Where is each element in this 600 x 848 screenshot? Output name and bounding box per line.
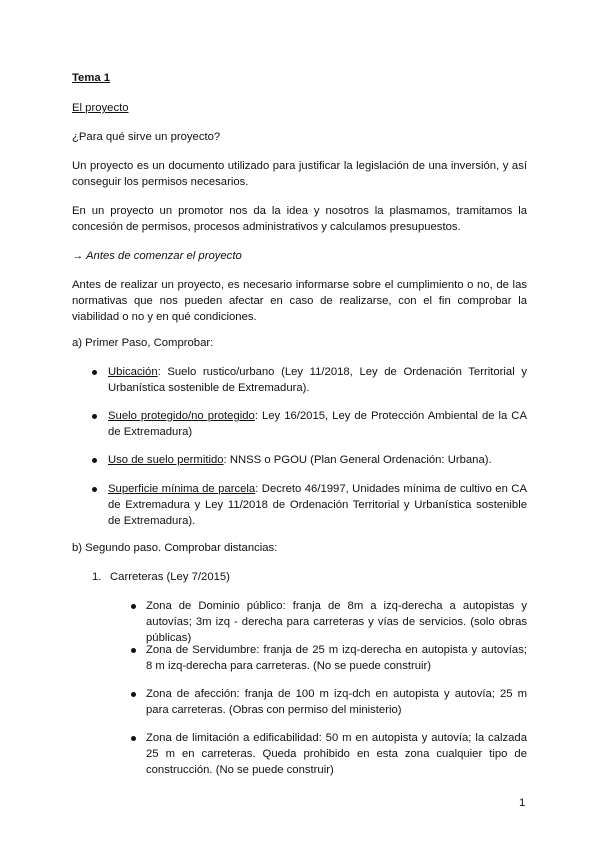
list-item [108,408,527,440]
bullet-icon [131,736,136,741]
list-item-term: Suelo protegido/no protegido [108,410,255,422]
list-item [108,481,527,529]
bullet-icon [92,370,97,375]
step-a: a) Primer Paso, Comprobar: [72,337,214,349]
arrow-heading: → Antes de comenzar el proyecto [72,250,242,262]
bullet-icon [92,458,97,463]
bullet-icon [131,648,136,653]
list-item [108,364,527,396]
numbered-item: Carreteras (Ley 7/2015) [110,571,230,583]
list-number: 1. [92,571,102,583]
list-item-term: Superficie mínima de parcela [108,483,256,495]
document-title: Tema 1 [72,72,111,84]
paragraph-2: En un proyecto un promotor nos da la idea y nosotros la plasmamos, tramitamos la concesión de permisos, procesos administrativos y calculamos presupuestos. [72,205,527,233]
list-item-term: Ubicación [108,366,158,378]
question: ¿Para qué sirve un proyecto? [72,131,221,143]
sub-list-item: Zona de Servidumbre: franja de 25 m izq-derecha en autopista y autovías; 8 m izq-derecha para carreteras. (No se puede construir) [146,644,527,672]
list-item-text: : Ley 16/2015, Ley de Protección Ambiental de la CA de Extremadura) [108,410,528,438]
sub-list-item: Zona de afección: franja de 100 m izq-dch en autopista y autovía; 25 m para carreteras. (Obras con permiso del ministerio) [146,688,527,716]
sub-list-item: Zona de limitación a edificabilidad: 50 m en autopista y autovía; la calzada 25 m en carreteras. Queda prohibido en esta zona cualquier tipo de construcción. (No se puede construir) [146,732,527,776]
bullet-icon [92,487,97,492]
bullet-icon [131,604,136,609]
list-item-term: Uso de suelo permitido [108,454,224,466]
list-item-text: : NNSS o PGOU (Plan General Ordenación: Urbana). [223,454,492,466]
section-heading: El proyecto [72,102,129,114]
list-item-text: : Suelo rustico/urbano (Ley 11/2018, Ley de Ordenación Territorial y Urbanística sostenible de Extremadura). [108,366,527,394]
list-item [108,452,527,468]
bullet-icon [131,692,136,697]
sub-list-item: Zona de Dominio público: franja de 8m a izq-derecha a autopistas y autovías; 3m izq - derecha para carreteras y vías de servicios. (solo obras públicas) [146,600,527,644]
list-item-text: : Decreto 46/1997, Unidades mínima de cultivo en CA de Extremadura y Ley 11/2018 de Ordenación Territorial y Urbanística sostenible de Extremadura). [108,483,527,527]
paragraph-3: Antes de realizar un proyecto, es necesario informarse sobre el cumplimiento o no, de las normativas que nos pueden afectar en caso de realizarse, con el fin comprobar la viabilidad o no y en qué condiciones. [72,279,527,323]
paragraph-1: Un proyecto es un documento utilizado para justificar la legislación de una inversión, y así conseguir los permisos necesarios. [72,160,527,188]
bullet-icon [92,414,97,419]
page-number: 1 [519,797,526,809]
step-b: b) Segundo paso. Comprobar distancias: [72,542,278,554]
